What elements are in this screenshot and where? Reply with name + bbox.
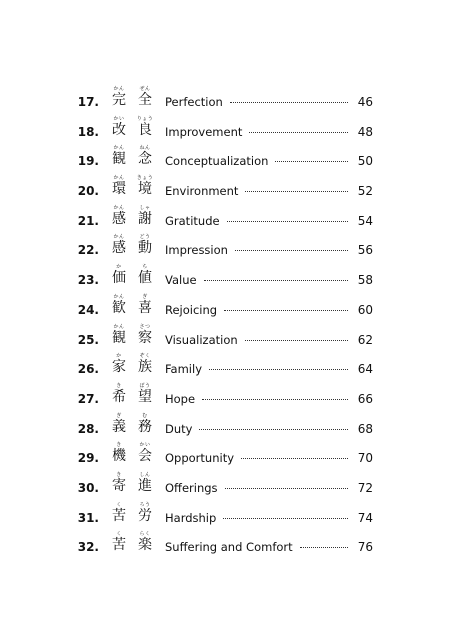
furigana-second: さつ: [139, 323, 151, 330]
entry-title-line: [165, 184, 348, 198]
kanji-first: [108, 234, 130, 256]
furigana-second: しゃ: [139, 204, 151, 211]
kanji-char-second: 務: [138, 418, 152, 435]
page-number: 72: [357, 480, 373, 495]
kanji-second: [134, 116, 156, 138]
page-number: 68: [357, 421, 373, 436]
kanji-second: [134, 294, 156, 316]
kanji-second: [134, 472, 156, 494]
kanji-second: [134, 353, 156, 375]
toc-entry[interactable]: [0, 529, 450, 559]
page-number: 66: [357, 391, 373, 406]
entry-title-line: [165, 125, 348, 139]
kanji-char-first: 環: [112, 181, 126, 198]
kanji-second: [134, 234, 156, 256]
kanji-second: [134, 205, 156, 227]
furigana-second: ぎ: [142, 293, 148, 300]
entry-number: 21.: [77, 213, 99, 228]
entry-title-line: [165, 392, 348, 406]
kanji-char-second: 良: [138, 121, 152, 138]
furigana-second: らく: [139, 531, 151, 538]
entry-number: 28.: [77, 421, 99, 436]
kanji-first: [108, 294, 130, 316]
entry-number: 32.: [77, 540, 99, 555]
kanji-char-first: 苦: [112, 537, 126, 554]
kanji-char-second: 喜: [138, 299, 152, 316]
furigana-second: かい: [139, 442, 151, 449]
kanji-char-second: 進: [138, 477, 152, 494]
kanji-second: [134, 413, 156, 435]
dot-leader: [275, 161, 348, 162]
furigana-first: き: [116, 382, 122, 389]
kanji-second: [134, 175, 156, 197]
dot-leader: [227, 221, 348, 222]
dot-leader: [241, 458, 348, 459]
furigana-first: かん: [113, 204, 125, 211]
kanji-char-first: 義: [112, 418, 126, 435]
entry-title-line: [165, 451, 348, 465]
kanji-second: [134, 145, 156, 167]
kanji-char-second: 謝: [138, 210, 152, 227]
entry-number: 31.: [77, 510, 99, 525]
kanji-first: [108, 264, 130, 286]
entry-title-line: [165, 333, 348, 347]
dot-leader: [199, 429, 348, 430]
entry-title-line: [165, 303, 348, 317]
kanji-second: [134, 264, 156, 286]
furigana-second: ぼう: [139, 382, 151, 389]
entry-title: Value: [165, 273, 197, 288]
page-number: 48: [357, 124, 373, 139]
dot-leader: [249, 132, 348, 133]
kanji-first: [108, 116, 130, 138]
entry-number: 18.: [77, 124, 99, 139]
toc-entry[interactable]: [0, 381, 450, 411]
kanji-char-second: 労: [138, 507, 152, 524]
entry-title-line: [165, 243, 348, 257]
page-number: 56: [357, 243, 373, 258]
furigana-first: き: [116, 471, 122, 478]
page-number: 64: [357, 362, 373, 377]
dot-leader: [209, 369, 348, 370]
page-number: 50: [357, 154, 373, 169]
furigana-second: ち: [142, 264, 148, 271]
kanji-first: [108, 442, 130, 464]
toc-entry[interactable]: [0, 322, 450, 352]
furigana-second: ぞく: [139, 353, 151, 360]
kanji-char-first: 完: [112, 92, 126, 108]
toc-entry[interactable]: [0, 232, 450, 262]
furigana-second: りょう: [136, 115, 154, 122]
entry-title: Rejoicing: [165, 302, 218, 317]
furigana-second: ぜん: [139, 86, 151, 92]
entry-number: 22.: [77, 243, 99, 258]
toc-entry[interactable]: [0, 143, 450, 173]
toc-entry[interactable]: [0, 470, 450, 500]
furigana-first: く: [116, 501, 122, 508]
furigana-first: く: [116, 531, 122, 538]
kanji-char-second: 境: [138, 181, 152, 198]
entry-title: Offerings: [165, 480, 218, 495]
entry-number: 23.: [77, 273, 99, 288]
dot-leader: [300, 547, 348, 548]
entry-title-line: [165, 154, 348, 168]
furigana-second: ろう: [139, 501, 151, 508]
kanji-char-first: 苦: [112, 507, 126, 524]
entry-title-line: [165, 422, 348, 436]
furigana-second: む: [142, 412, 148, 419]
page-number: 54: [357, 213, 373, 228]
entry-number: 26.: [77, 362, 99, 377]
furigana-second: ねん: [139, 145, 151, 152]
furigana-first: かい: [113, 115, 125, 122]
kanji-char-second: 族: [138, 359, 152, 376]
kanji-second: [134, 86, 156, 108]
furigana-first: か: [116, 353, 122, 360]
entry-title-line: [165, 273, 348, 287]
kanji-char-first: 改: [112, 121, 126, 138]
kanji-second: [134, 442, 156, 464]
entry-title-line: [165, 540, 348, 554]
toc-entry[interactable]: [0, 351, 450, 381]
kanji-second: [134, 324, 156, 346]
kanji-first: [108, 472, 130, 494]
kanji-char-first: 感: [112, 240, 126, 257]
furigana-first: き: [116, 442, 122, 449]
kanji-first: [108, 413, 130, 435]
entry-number: 27.: [77, 391, 99, 406]
kanji-char-first: 機: [112, 448, 126, 465]
entry-title: Opportunity: [165, 451, 235, 466]
entry-title: Suffering and Comfort: [165, 540, 293, 555]
kanji-first: [108, 175, 130, 197]
page-number: 62: [357, 332, 373, 347]
dot-leader: [245, 340, 348, 341]
toc-entry[interactable]: [0, 440, 450, 470]
furigana-first: かん: [113, 234, 125, 241]
entry-title: Perfection: [165, 95, 223, 109]
page-number: 76: [357, 540, 373, 555]
entry-title: Visualization: [165, 332, 238, 347]
dot-leader: [230, 102, 348, 103]
dot-leader: [245, 191, 348, 192]
kanji-char-first: 観: [112, 151, 126, 168]
dot-leader: [204, 280, 348, 281]
kanji-char-second: 楽: [138, 537, 152, 554]
kanji-char-second: 念: [138, 151, 152, 168]
toc-entry[interactable]: [0, 262, 450, 292]
kanji-char-first: 家: [112, 359, 126, 376]
table-of-contents: [0, 84, 450, 559]
kanji-first: [108, 324, 130, 346]
toc-entry[interactable]: [0, 203, 450, 233]
entry-number: 19.: [77, 154, 99, 169]
entry-number: 24.: [77, 302, 99, 317]
page-number: 60: [357, 302, 373, 317]
kanji-second: [134, 383, 156, 405]
entry-title-line: [165, 511, 348, 525]
entry-title: Hope: [165, 391, 196, 406]
furigana-first: かん: [113, 175, 125, 182]
entry-title: Improvement: [165, 124, 243, 139]
entry-number: 25.: [77, 332, 99, 347]
toc-entry[interactable]: [0, 173, 450, 203]
dot-leader: [223, 518, 348, 519]
kanji-first: [108, 383, 130, 405]
entry-number: 20.: [77, 184, 99, 199]
page-number: 46: [357, 95, 373, 109]
page-number: 70: [357, 451, 373, 466]
furigana-first: か: [116, 264, 122, 271]
entry-title: Hardship: [165, 510, 217, 525]
kanji-char-first: 希: [112, 388, 126, 405]
furigana-second: きょう: [136, 175, 154, 182]
toc-entry[interactable]: [0, 84, 450, 114]
kanji-second: [134, 531, 156, 553]
furigana-second: どう: [139, 234, 151, 241]
furigana-first: かん: [113, 86, 125, 92]
kanji-char-first: 寄: [112, 477, 126, 494]
entry-title-line: [165, 214, 348, 228]
kanji-char-first: 価: [112, 270, 126, 287]
kanji-first: [108, 502, 130, 524]
dot-leader: [224, 310, 348, 311]
entry-title-line: [165, 95, 348, 109]
kanji-char-second: 動: [138, 240, 152, 257]
kanji-first: [108, 353, 130, 375]
kanji-char-first: 歓: [112, 299, 126, 316]
entry-title: Family: [165, 362, 203, 377]
furigana-second: しん: [139, 471, 151, 478]
entry-number: 30.: [77, 480, 99, 495]
kanji-char-second: 会: [138, 448, 152, 465]
entry-title-line: [165, 481, 348, 495]
kanji-char-second: 望: [138, 388, 152, 405]
page-number: 52: [357, 184, 373, 199]
kanji-first: [108, 205, 130, 227]
entry-title: Gratitude: [165, 213, 220, 228]
entry-title: Impression: [165, 243, 228, 258]
toc-entry[interactable]: [0, 500, 450, 530]
page-number: 74: [357, 510, 373, 525]
entry-title-line: [165, 362, 348, 376]
toc-entry[interactable]: [0, 411, 450, 441]
dot-leader: [235, 250, 348, 251]
toc-entry[interactable]: [0, 114, 450, 144]
kanji-char-second: 全: [138, 92, 152, 108]
entry-title: Environment: [165, 184, 239, 199]
kanji-char-second: 値: [138, 270, 152, 287]
furigana-first: かん: [113, 323, 125, 330]
entry-title: Conceptualization: [165, 154, 269, 169]
furigana-first: かん: [113, 293, 125, 300]
furigana-first: かん: [113, 145, 125, 152]
kanji-first: [108, 145, 130, 167]
dot-leader: [202, 399, 348, 400]
entry-title: Duty: [165, 421, 193, 436]
kanji-first: [108, 86, 130, 108]
entry-number: 29.: [77, 451, 99, 466]
furigana-first: ぎ: [116, 412, 122, 419]
kanji-first: [108, 531, 130, 553]
entry-number: 17.: [77, 95, 99, 109]
kanji-char-first: 感: [112, 210, 126, 227]
kanji-char-first: 観: [112, 329, 126, 346]
page-number: 58: [357, 273, 373, 288]
dot-leader: [225, 488, 348, 489]
toc-entry[interactable]: [0, 292, 450, 322]
kanji-second: [134, 502, 156, 524]
kanji-char-second: 察: [138, 329, 152, 346]
